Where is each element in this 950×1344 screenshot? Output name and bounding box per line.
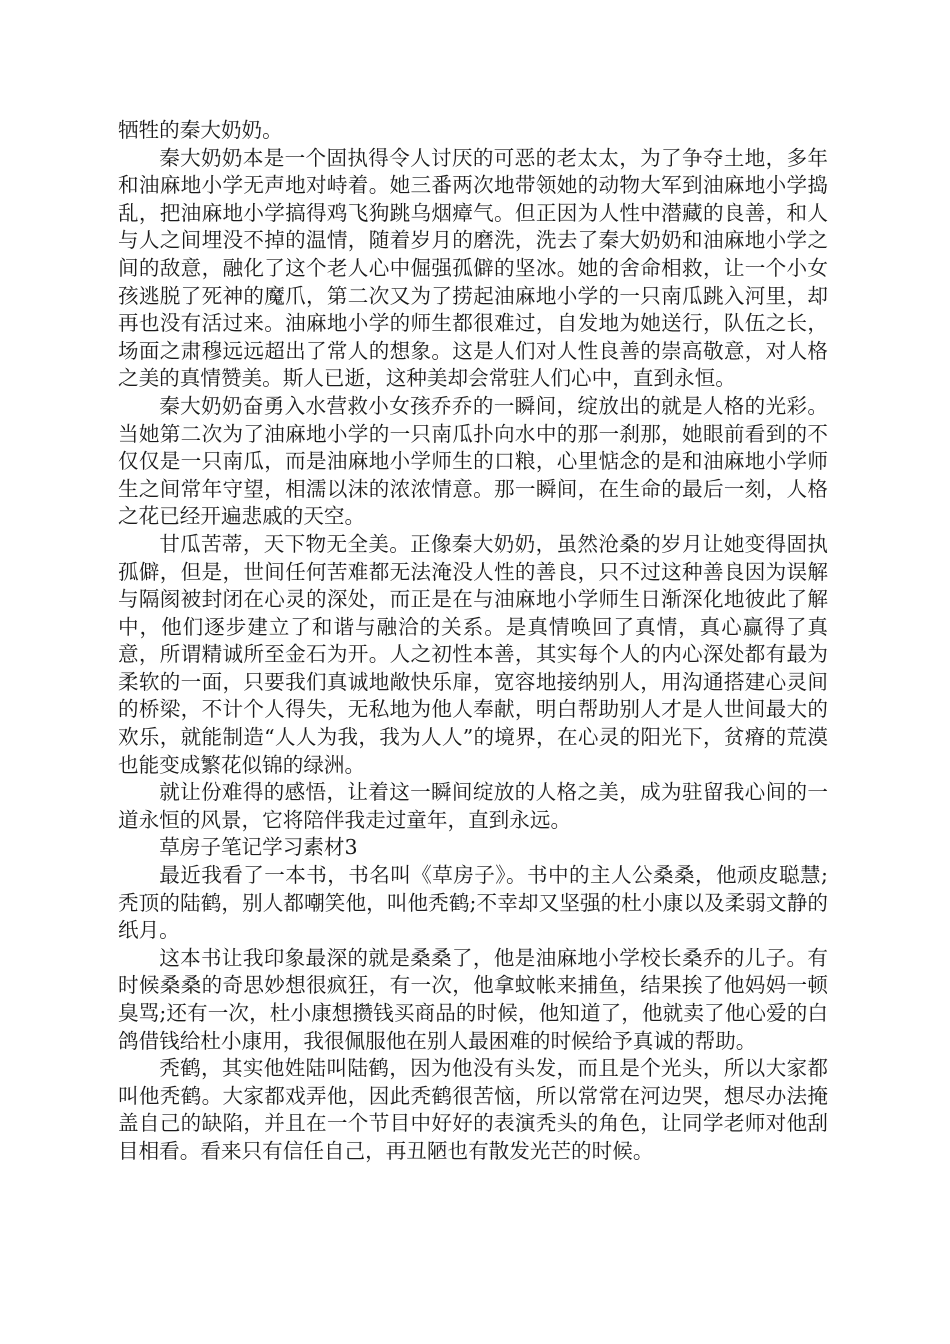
paragraph-5: 就让份难得的感悟，让着这一瞬间绽放的人格之美，成为驻留我心间的一道永恒的风景，它将陪伴我走过童年，直到永远。 [118,780,828,832]
paragraph-8: 这本书让我印象最深的就是桑桑了，他是油麻地小学校长桑乔的儿子。有时候桑桑的奇思妙想很疯狂，有一次，他拿蚊帐来捕鱼，结果挨了他妈妈一顿臭骂;还有一次，杜小康想攒钱买商品的时候，他知道了，他就卖了他心爱的白鸽借钱给杜小康用，我很佩服他在别人最困难的时候给予真诚的帮助。 [118,945,828,1053]
document-page [118,117,828,1166]
paragraph-4: 甘瓜苦蒂，天下物无全美。正像秦大奶奶，虽然沧桑的岁月让她变得固执孤僻，但是，世间任何苦难都无法淹没人性的善良，只不过这种善良因为误解与隔阂被封闭在心灵的深处，而正是在与油麻地小学师生日渐深化地彼此了解中，他们逐步建立了和谐与融洽的关系。是真情唤回了真情，真心赢得了真意，所谓精诚所至金石为开。人之初性本善，其实每个人的内心深处都有最为柔软的一面，只要我们真诚地敞快乐扉，宽容地接纳别人，用沟通搭建心灵间的桥梁，不计个人得失，无私地为他人奉献，明白帮助别人才是人世间最大的欢乐，就能制造“人人为我，我为人人”的境界，在心灵的阳光下，贫瘠的荒漠也能变成繁花似锦的绿洲。 [118,531,828,777]
paragraph-9: 秃鹤，其实他姓陆叫陆鹤，因为他没有头发，而且是个光头，所以大家都叫他秃鹤。大家都戏弄他，因此秃鹤很苦恼，所以常常在河边哭，想尽办法掩盖自己的缺陷，并且在一个节目中好好的表演秃头的角色，让同学老师对他刮目相看。看来只有信任自己，再丑陋也有散发光芒的时候。 [118,1056,828,1163]
paragraph-3: 秦大奶奶奋勇入水营救小女孩乔乔的一瞬间，绽放出的就是人格的光彩。当她第二次为了油麻地小学的一只南瓜扑向水中的那一刹那，她眼前看到的不仅仅是一只南瓜，而是油麻地小学师生的口粮，心里惦念的是和油麻地小学师生之间常年守望，相濡以沫的浓浓情意。那一瞬间，在生命的最后一刻，人格之花已经开遍悲戚的天空。 [118,393,828,529]
paragraph-1: 牺牲的秦大奶奶。 [118,118,283,142]
paragraph-2: 秦大奶奶本是一个固执得令人讨厌的可恶的老太太，为了争夺土地，多年和油麻地小学无声地对峙着。她三番两次地带领她的动物大军到油麻地小学捣乱，把油麻地小学搞得鸡飞狗跳乌烟瘴气。但正因为人性中潜藏的良善，和人与人之间埋没不掉的温情，随着岁月的磨洗，洗去了秦大奶奶和油麻地小学之间的敌意，融化了这个老人心中倔强孤僻的坚冰。她的舍命相救，让一个小女孩逃脱了死神的魔爪，第二次又为了捞起油麻地小学的一只南瓜跳入河里，却再也没有活过来。油麻地小学的师生都很难过，自发地为她送行，队伍之长，场面之肃穆远远超出了常人的想象。这是人们对人性良善的崇高敬意，对人格之美的真情赞美。斯人已逝，这种美却会常驻人们心中，直到永恒。 [118,145,828,391]
section-heading: 草房子笔记学习素材3 [159,835,358,860]
paragraph-7: 最近我看了一本书，书名叫《草房子》。书中的主人公桑桑，他顽皮聪慧;秃顶的陆鹤，别人都嘲笑他，叫他秃鹤;不幸却又坚强的杜小康以及柔弱文静的纸月。 [118,863,828,943]
